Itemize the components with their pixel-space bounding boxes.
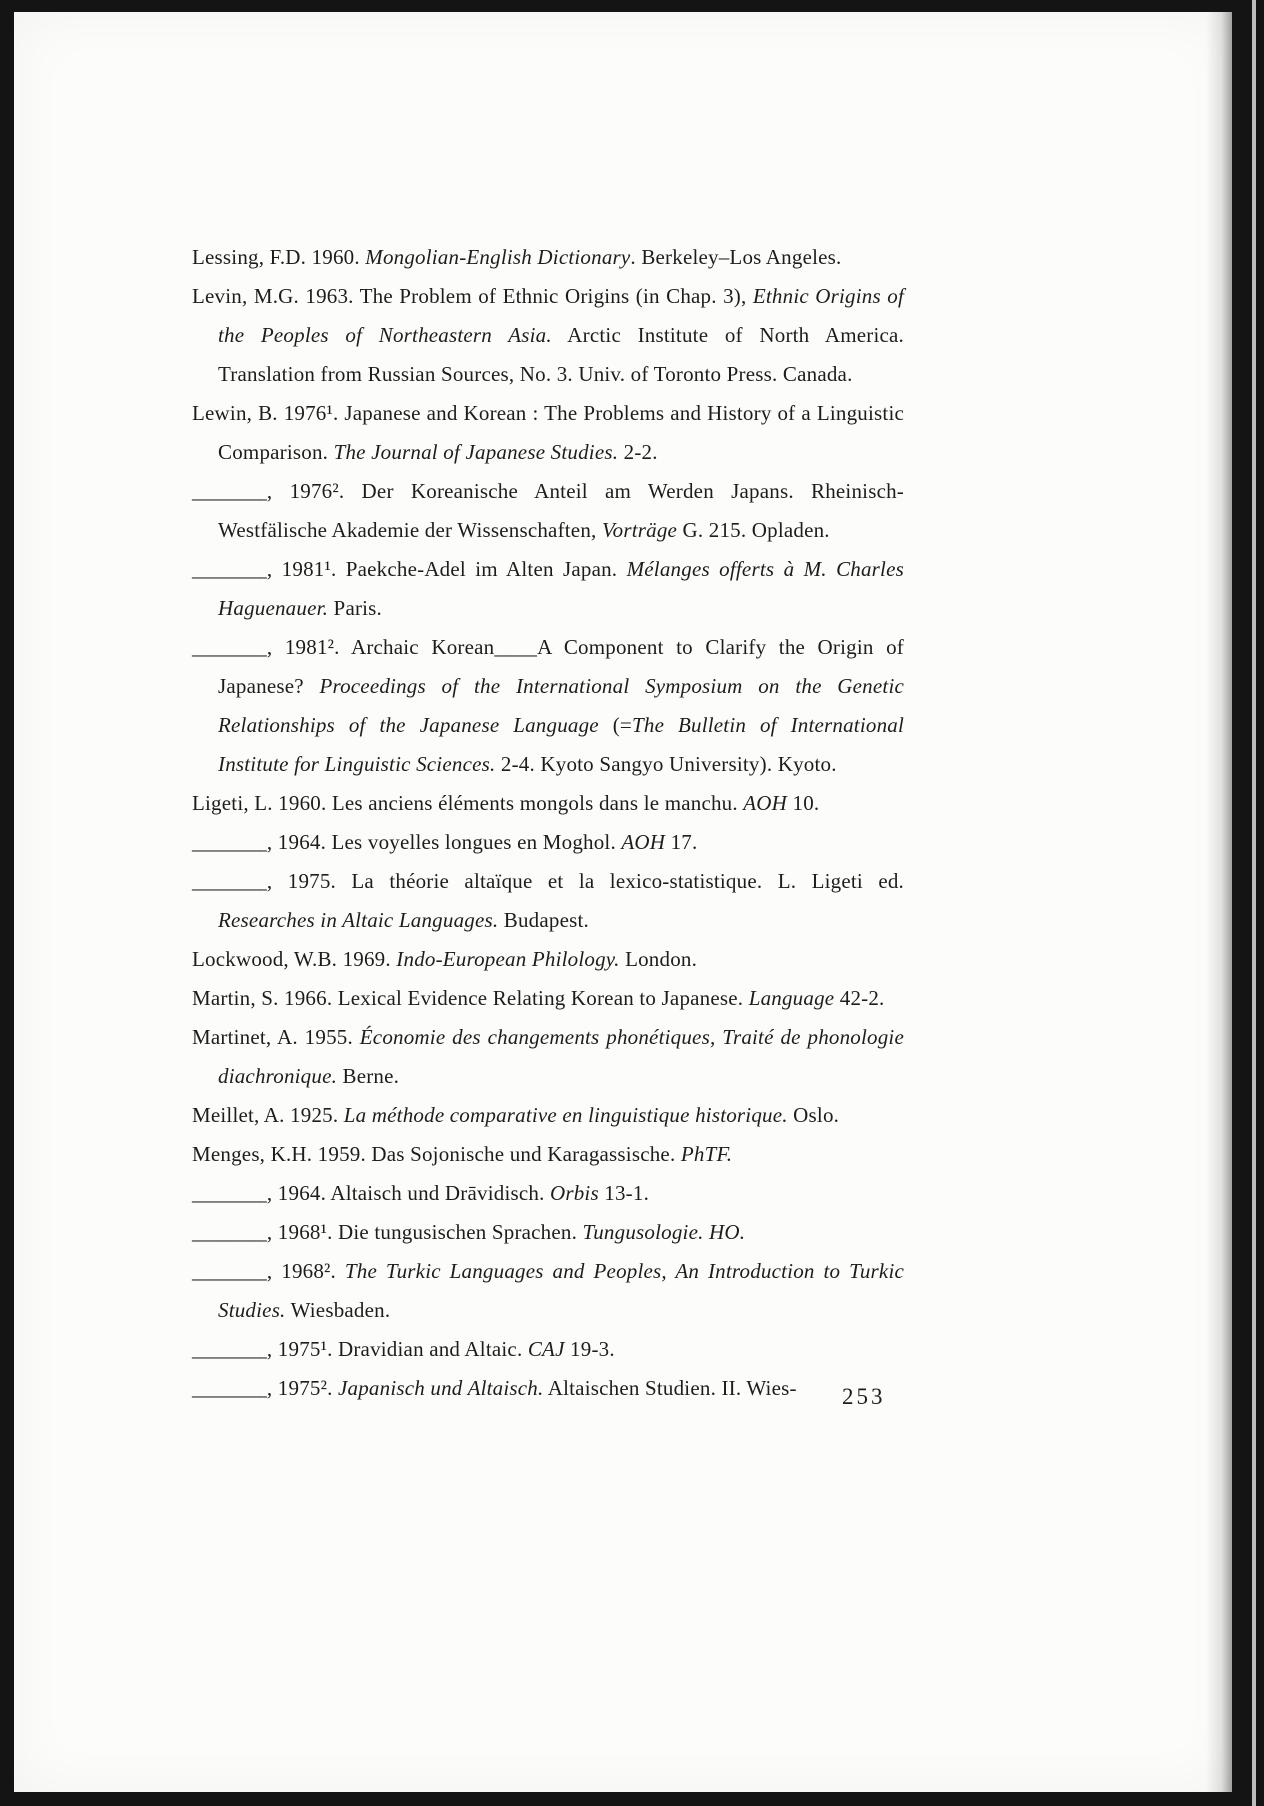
entry-title-italic: The Journal of Japanese Studies. xyxy=(333,440,619,464)
entry-title-italic: Researches in Altaic Languages. xyxy=(218,908,499,932)
entry-text: _______, 1981². Archaic Korean____A Component to Clarify the Origin of Japanese? xyxy=(192,635,904,698)
entry-text: Oslo. xyxy=(787,1103,840,1127)
entry-text: 42-2. xyxy=(834,986,885,1010)
entry-title-italic: CAJ xyxy=(527,1337,565,1361)
entry-text: 10. xyxy=(787,791,820,815)
bibliography-entry xyxy=(192,394,904,472)
entry-title-italic: Mélanges offerts à M. Charles Haguenauer. xyxy=(218,557,904,620)
entry-text: Martin, S. 1966. Lexical Evidence Relating Korean to Japanese. xyxy=(192,986,749,1010)
entry-text: 19-3. xyxy=(564,1337,615,1361)
entry-title-italic: Indo-European Philology. xyxy=(396,947,620,971)
entry-title-italic: Ethnic Origins of the Peoples of Northeastern Asia. xyxy=(218,284,904,347)
entry-title-italic: Orbis xyxy=(549,1181,599,1205)
bibliography-entry xyxy=(192,1252,904,1330)
bibliography-entry xyxy=(192,238,904,277)
entry-title-italic: Language xyxy=(748,986,835,1010)
entry-text: Martinet, A. 1955. xyxy=(192,1025,360,1049)
page xyxy=(14,12,1232,1792)
bibliography-entry xyxy=(192,1096,904,1135)
entry-text: _______, 1968¹. Die tungusischen Sprachen. xyxy=(192,1220,583,1244)
bibliography-list xyxy=(192,238,904,1408)
entry-text: _______, 1975¹. Dravidian and Altaic. xyxy=(192,1337,528,1361)
bibliography-entry xyxy=(192,628,904,784)
bibliography-entry xyxy=(192,1369,904,1408)
page-number: 253 xyxy=(842,1384,886,1409)
entry-title-italic: AOH xyxy=(743,791,788,815)
entry-title-italic: La méthode comparative en linguistique historique. xyxy=(343,1103,788,1127)
scan-edge-line xyxy=(1252,0,1256,1806)
bibliography-entry xyxy=(192,784,904,823)
entry-text: _______, 1981¹. Paekche-Adel im Alten Japan. xyxy=(192,557,627,581)
bibliography-entry xyxy=(192,862,904,940)
entry-title-italic: PhTF. xyxy=(680,1142,733,1166)
bibliography-entry xyxy=(192,1213,904,1252)
entry-text: . Berkeley–Los Angeles. xyxy=(630,245,842,269)
entry-title-italic: Japanisch und Altaisch. xyxy=(338,1376,544,1400)
entry-title-italic: HO. xyxy=(709,1220,746,1244)
entry-text: _______, 1975. La théorie altaïque et la lexico-statistique. L. Ligeti ed. xyxy=(192,869,904,893)
bibliography-entry xyxy=(192,1135,904,1174)
entry-title-italic: Proceedings of the International Symposium on the Genetic Relationships of the Japanese Language xyxy=(218,674,904,737)
entry-text: Altaischen Studien. II. Wies- xyxy=(543,1376,797,1400)
bibliography-entry xyxy=(192,979,904,1018)
bibliography-entry xyxy=(192,823,904,862)
bibliography-entry xyxy=(192,940,904,979)
entry-text: Levin, M.G. 1963. The Problem of Ethnic Origins (in Chap. 3), xyxy=(192,284,753,308)
entry-text: 13-1. xyxy=(598,1181,650,1205)
entry-text: Paris. xyxy=(328,596,383,620)
entry-text: _______, 1964. Altaisch und Drāvidisch. xyxy=(192,1181,550,1205)
entry-text: 2-2. xyxy=(618,440,658,464)
entry-title-italic: The Bulletin of International Institute for Linguistic Sciences. xyxy=(218,713,905,776)
entry-text: Berne. xyxy=(337,1064,400,1088)
entry-text: _______, 1975². xyxy=(192,1376,338,1400)
bibliography-entry xyxy=(192,1174,904,1213)
entry-text: Arctic Institute of North America. Translation from Russian Sources, No. 3. Univ. of Toronto Press. Canada. xyxy=(218,323,904,386)
entry-title-italic: Économie des changements phonétiques, Traité de phonologie diachronique. xyxy=(218,1025,904,1088)
entry-text: 2-4. Kyoto Sangyo University). Kyoto. xyxy=(495,752,837,776)
bibliography-entry xyxy=(192,472,904,550)
entry-text: (= xyxy=(598,713,632,737)
entry-text: _______, 1968². xyxy=(192,1259,345,1283)
bibliography-entry xyxy=(192,550,904,628)
bibliography-entry xyxy=(192,1018,904,1096)
entry-text: _______, 1964. Les voyelles longues en Moghol. xyxy=(192,830,622,854)
entry-text: Meillet, A. 1925. xyxy=(192,1103,344,1127)
entry-text: Wiesbaden. xyxy=(285,1298,391,1322)
entry-text: London. xyxy=(619,947,698,971)
entry-text: Menges, K.H. 1959. Das Sojonische und Karagassische. xyxy=(192,1142,681,1166)
entry-text: Ligeti, L. 1960. Les anciens éléments mongols dans le manchu. xyxy=(192,791,744,815)
entry-title-italic: AOH xyxy=(621,830,666,854)
bibliography-entry xyxy=(192,1330,904,1369)
entry-text: G. 215. Opladen. xyxy=(677,518,830,542)
entry-title-italic: Vorträge xyxy=(601,518,678,542)
entry-text: _______, 1976². Der Koreanische Anteil am Werden Japans. Rheinisch-Westfälische Akademie der Wissenschaften, xyxy=(192,479,904,542)
bibliography-entry xyxy=(192,277,904,394)
entry-title-italic: Mongolian-English Dictionary xyxy=(365,245,631,269)
entry-text: 17. xyxy=(665,830,698,854)
entry-text: Lessing, F.D. 1960. xyxy=(192,245,366,269)
entry-text: Lewin, B. 1976¹. Japanese and Korean : The Problems and History of a Linguistic Comparison. xyxy=(192,401,904,464)
entry-title-italic: Tungusologie. xyxy=(582,1220,704,1244)
entry-text: Lockwood, W.B. 1969. xyxy=(192,947,397,971)
page-edge-shadow xyxy=(1206,12,1232,1792)
entry-title-italic: The Turkic Languages and Peoples, An Introduction to Turkic Studies. xyxy=(218,1259,904,1322)
entry-text: Budapest. xyxy=(498,908,589,932)
